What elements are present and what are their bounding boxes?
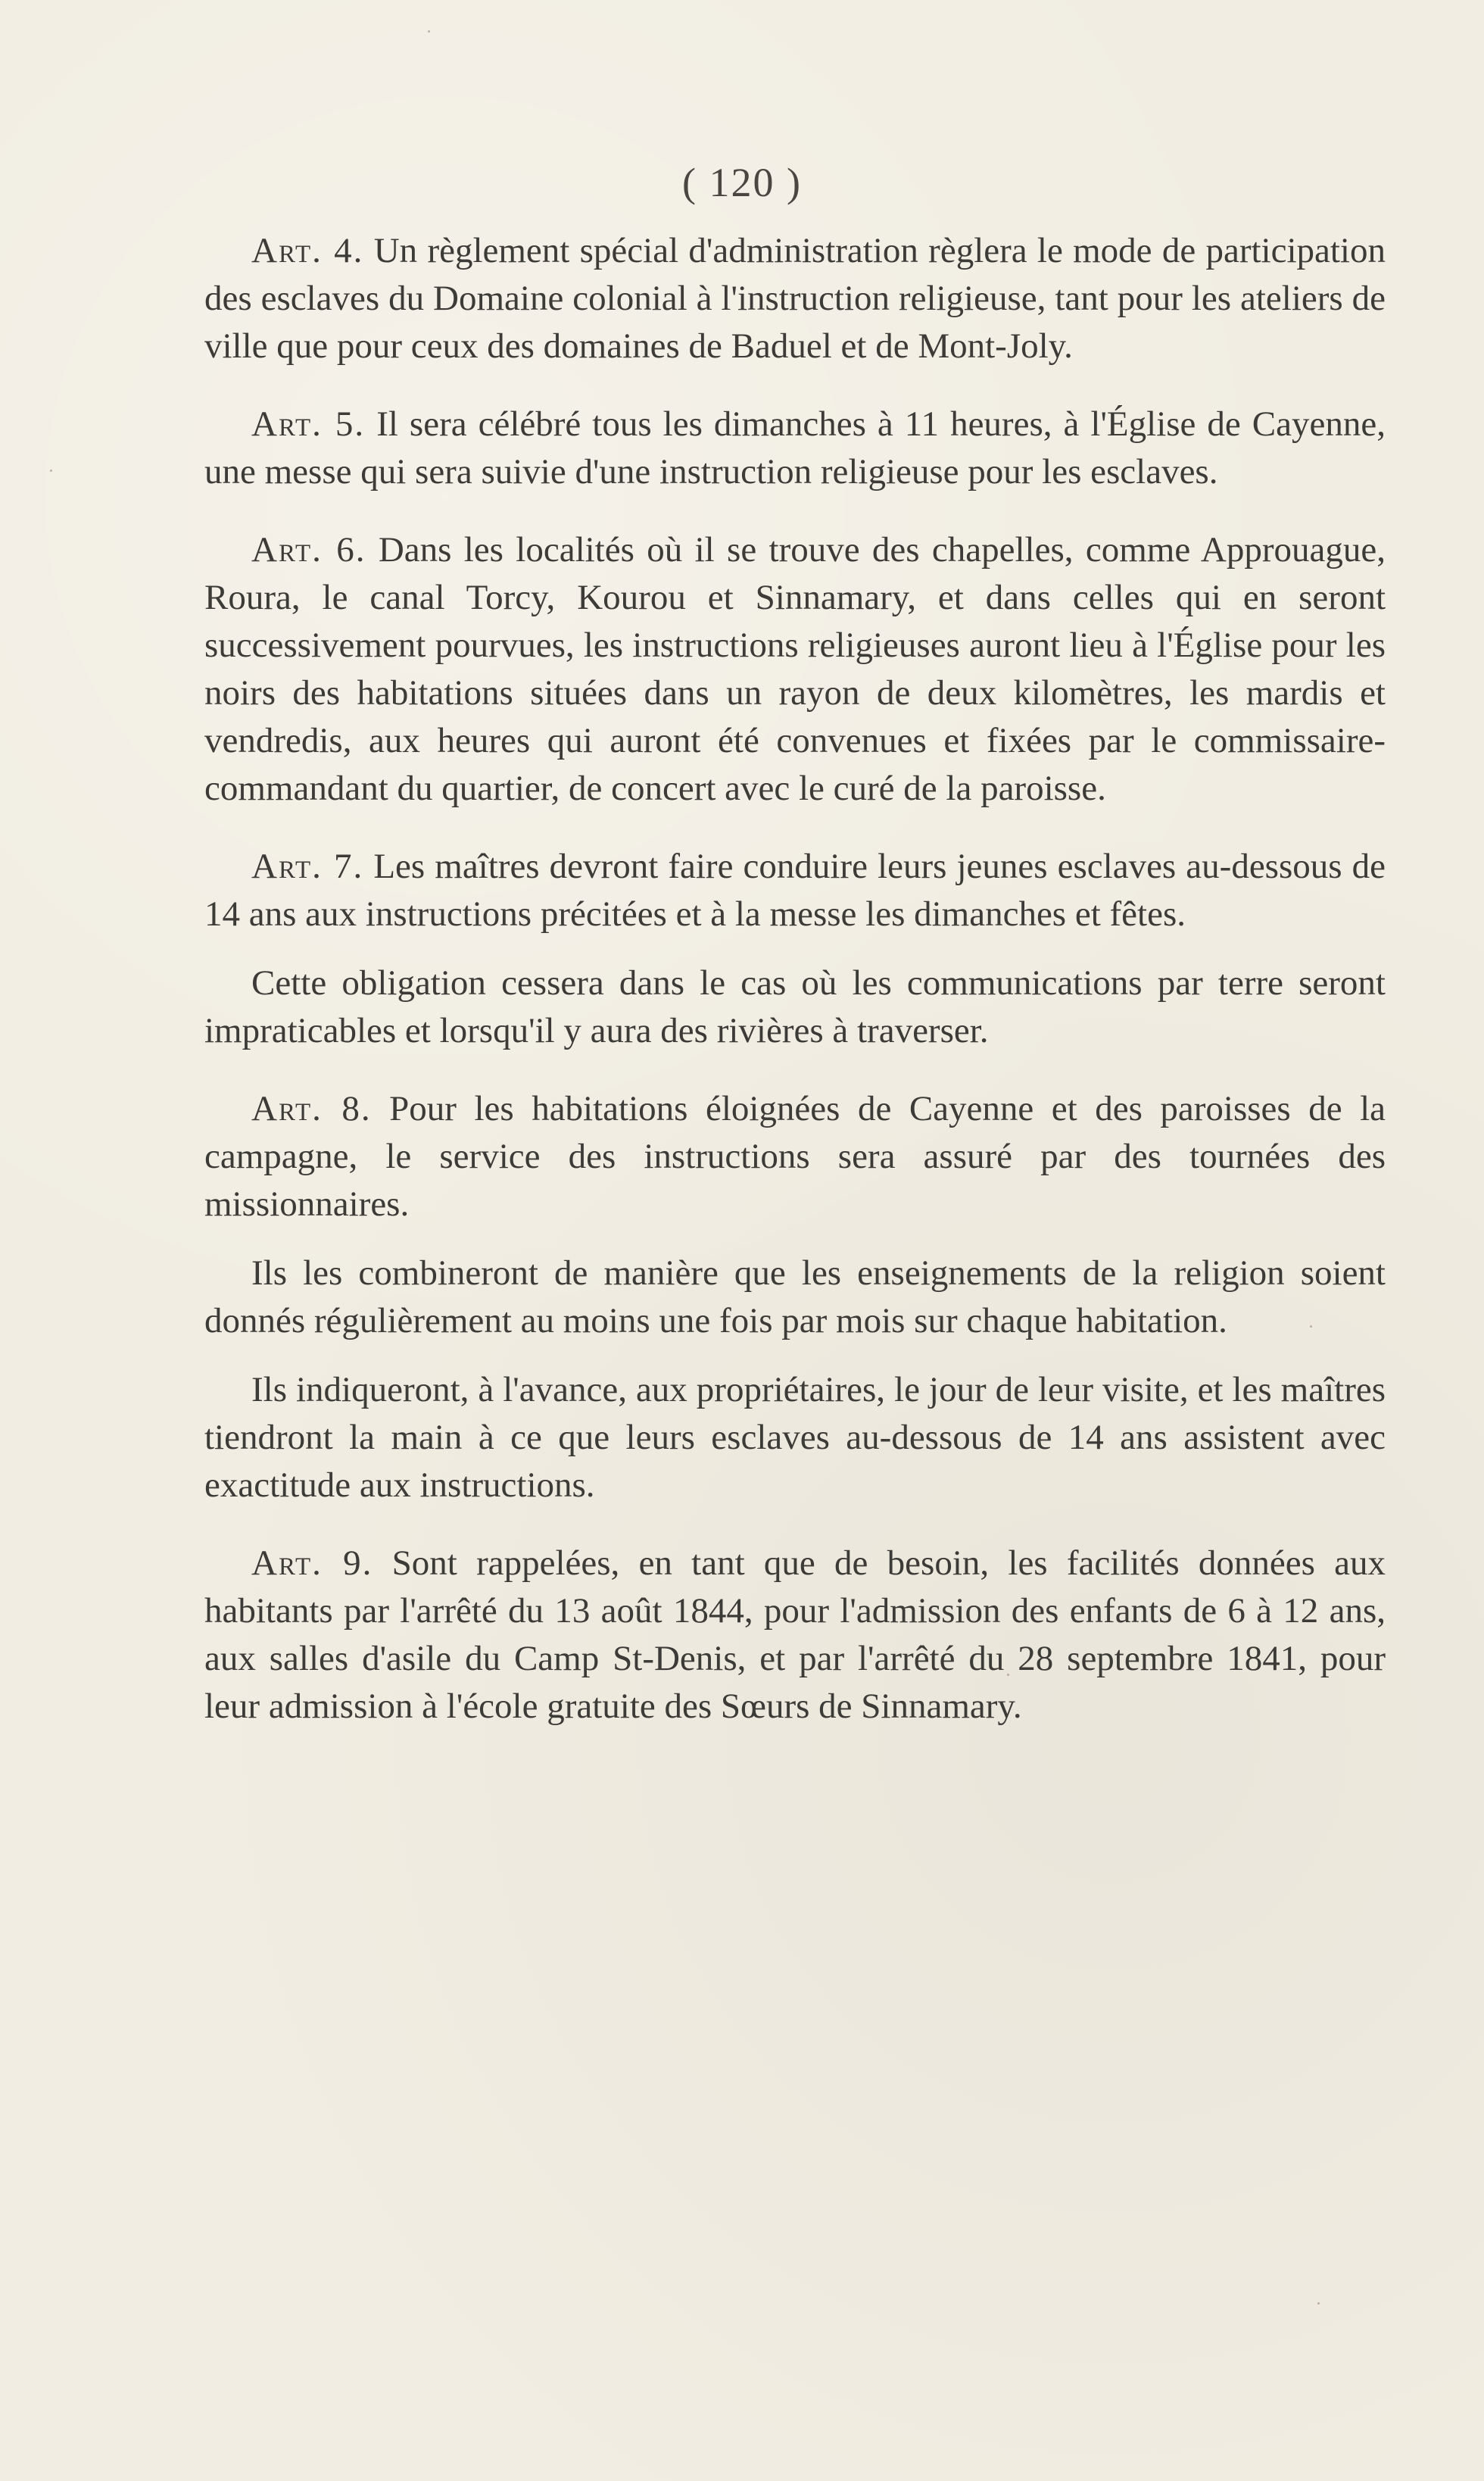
- article-label: Art. 4.: [251, 231, 364, 270]
- paper-speck: [1007, 1674, 1009, 1676]
- paper-speck: [428, 30, 430, 33]
- article-7-paragraph: [204, 843, 1386, 938]
- article-7-continuation-paragraph: [204, 960, 1386, 1055]
- article-4-paragraph: [204, 227, 1386, 370]
- paragraph-text: Cette obligation cessera dans le cas où les communications par terre seront impraticables et lorsqu'il y aura des rivières à traverser.: [204, 963, 1386, 1050]
- paragraph-text: Un règlement spécial d'administration règlera le mode de participation des esclaves du Domaine colonial à l'instruction religieuse, tant pour les ateliers de ville que pour ceux des domaines de Baduel et de Mont-Joly.: [204, 231, 1386, 366]
- paragraph-text: Sont rappelées, en tant que de besoin, les facilités données aux habitants par l'arrêté du 13 août 1844, pour l'admission des enfants de 6 à 12 ans, aux salles d'asile du Camp St-Denis, et par l'arrêté du 28 septembre 1841, pour leur admission à l'école gratuite des Sœurs de Sinnamary.: [204, 1543, 1386, 1726]
- article-label: Art. 7.: [251, 847, 364, 886]
- article-label: Art. 8.: [251, 1089, 372, 1128]
- paragraph-text: Il sera célébré tous les dimanches à 11 heures, à l'Église de Cayenne, une messe qui sera suivie d'une instruction religieuse pour les esclaves.: [204, 404, 1386, 492]
- article-8-continuation-paragraph-2: [204, 1366, 1386, 1509]
- document-body: [204, 227, 1386, 1752]
- article-label: Art. 9.: [251, 1543, 373, 1583]
- article-6-paragraph: [204, 526, 1386, 813]
- article-8-paragraph: [204, 1085, 1386, 1228]
- paper-speck: [50, 470, 52, 472]
- paragraph-text: Dans les localités où il se trouve des chapelles, comme Approuague, Roura, le canal Torcy, Kourou et Sinnamary, et dans celles qui en seront successivement pourvues, les instructions religieuses auront lieu à l'Église pour les noirs des habitations situées dans un rayon de deux kilomètres, les mardis et vendredis, aux heures qui auront été convenues et fixées par le commissaire-commandant du quartier, de concert avec le curé de la paroisse.: [204, 530, 1386, 808]
- article-8-continuation-paragraph-1: [204, 1250, 1386, 1345]
- paragraph-text: Ils indiqueront, à l'avance, aux propriétaires, le jour de leur visite, et les maîtres tiendront la main à ce que leurs esclaves au-dessous de 14 ans assistent avec exactitude aux instructions.: [204, 1370, 1386, 1505]
- page-number: ( 120 ): [682, 160, 802, 205]
- article-label: Art. 6.: [251, 530, 366, 570]
- article-9-paragraph: [204, 1540, 1386, 1730]
- paragraph-text: Les maîtres devront faire conduire leurs jeunes esclaves au-dessous de 14 ans aux instructions précitées et à la messe les dimanches et fêtes.: [204, 847, 1386, 934]
- article-5-paragraph: [204, 401, 1386, 496]
- paragraph-text: Ils les combineront de manière que les enseignements de la religion soient donnés régulièrement au moins une fois par mois sur chaque habitation.: [204, 1253, 1386, 1340]
- paragraph-text: Pour les habitations éloignées de Cayenne et des paroisses de la campagne, le service des instructions sera assuré par des tournées des missionnaires.: [204, 1089, 1386, 1224]
- article-label: Art. 5.: [251, 404, 366, 444]
- paper-speck: [1317, 2302, 1320, 2305]
- paper-speck: [1310, 1325, 1312, 1328]
